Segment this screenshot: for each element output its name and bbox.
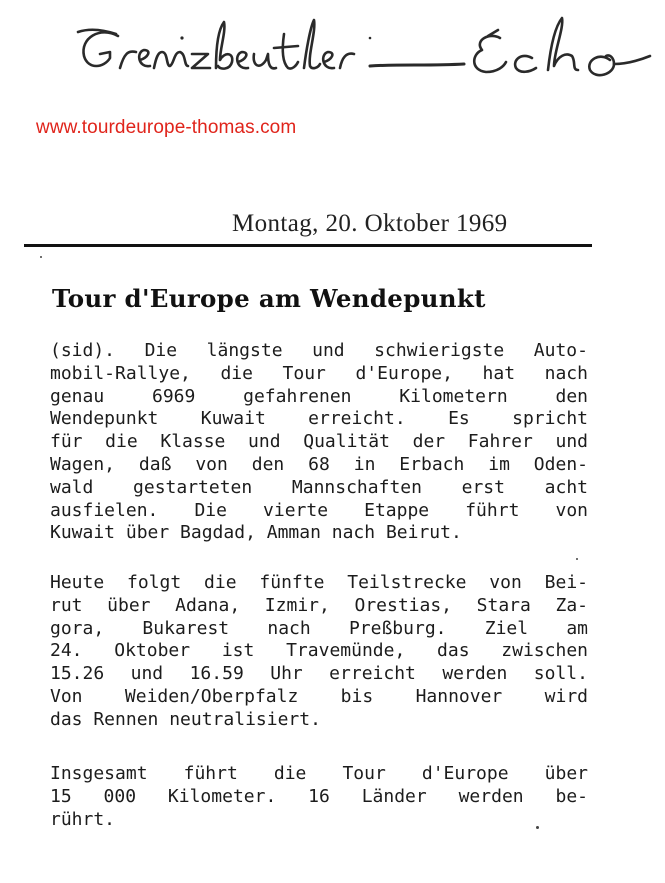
text-line: Wagen, daß von den 68 in Erbach im Oden-: [50, 453, 588, 475]
text-line: Heute folgt die fünfte Teilstrecke von Bei-: [50, 572, 588, 593]
handwritten-signature: [70, 8, 660, 108]
text-line: rührt.: [50, 808, 116, 830]
text-line: Von Weiden/Oberpfalz bis Hannover wird: [50, 685, 588, 707]
text-line: Insgesamt führt die Tour d'Europe über: [50, 763, 588, 784]
dateline: Montag, 20. Oktober 1969: [232, 210, 508, 237]
text-line: ausfielen. Die vierte Etappe führt von: [50, 499, 588, 521]
text-line: mobil-Rallye, die Tour d'Europe, hat nach: [50, 362, 588, 384]
print-speck: [40, 256, 42, 258]
article-paragraph-2: [50, 572, 588, 732]
text-line: genau 6969 gefahrenen Kilometern den: [50, 385, 588, 407]
text-line: 15 000 Kilometer. 16 Länder werden be-: [50, 785, 588, 807]
text-line: gora, Bukarest nach Preßburg. Ziel am: [50, 617, 588, 639]
text-line: rut über Adana, Izmir, Orestias, Stara Za-: [50, 594, 588, 616]
signature-scribble: [70, 8, 660, 108]
text-line: 15.26 und 16.59 Uhr erreicht werden soll.: [50, 663, 588, 685]
text-line: Kuwait über Bagdad, Amman nach Beirut.: [50, 522, 462, 544]
header-rule: [24, 244, 592, 247]
text-line: (sid). Die längste und schwierigste Auto-: [50, 340, 588, 361]
text-line: Wendepunkt Kuwait erreicht. Es spricht: [50, 408, 588, 430]
text-line: das Rennen neutralisiert.: [50, 708, 321, 730]
print-speck: [576, 558, 578, 560]
text-line: 24. Oktober ist Travemünde, das zwischen: [50, 640, 588, 662]
website-url: www.tourdeurope-thomas.com: [36, 117, 297, 138]
text-line: für die Klasse und Qualität der Fahrer und: [50, 431, 588, 453]
article-paragraph-1: [50, 340, 588, 545]
article-paragraph-3: [50, 763, 588, 831]
text-line: wald gestarteten Mannschaften erst acht: [50, 476, 588, 498]
article-headline: Tour d'Europe am Wendepunkt: [52, 284, 486, 313]
print-speck: [536, 826, 539, 829]
